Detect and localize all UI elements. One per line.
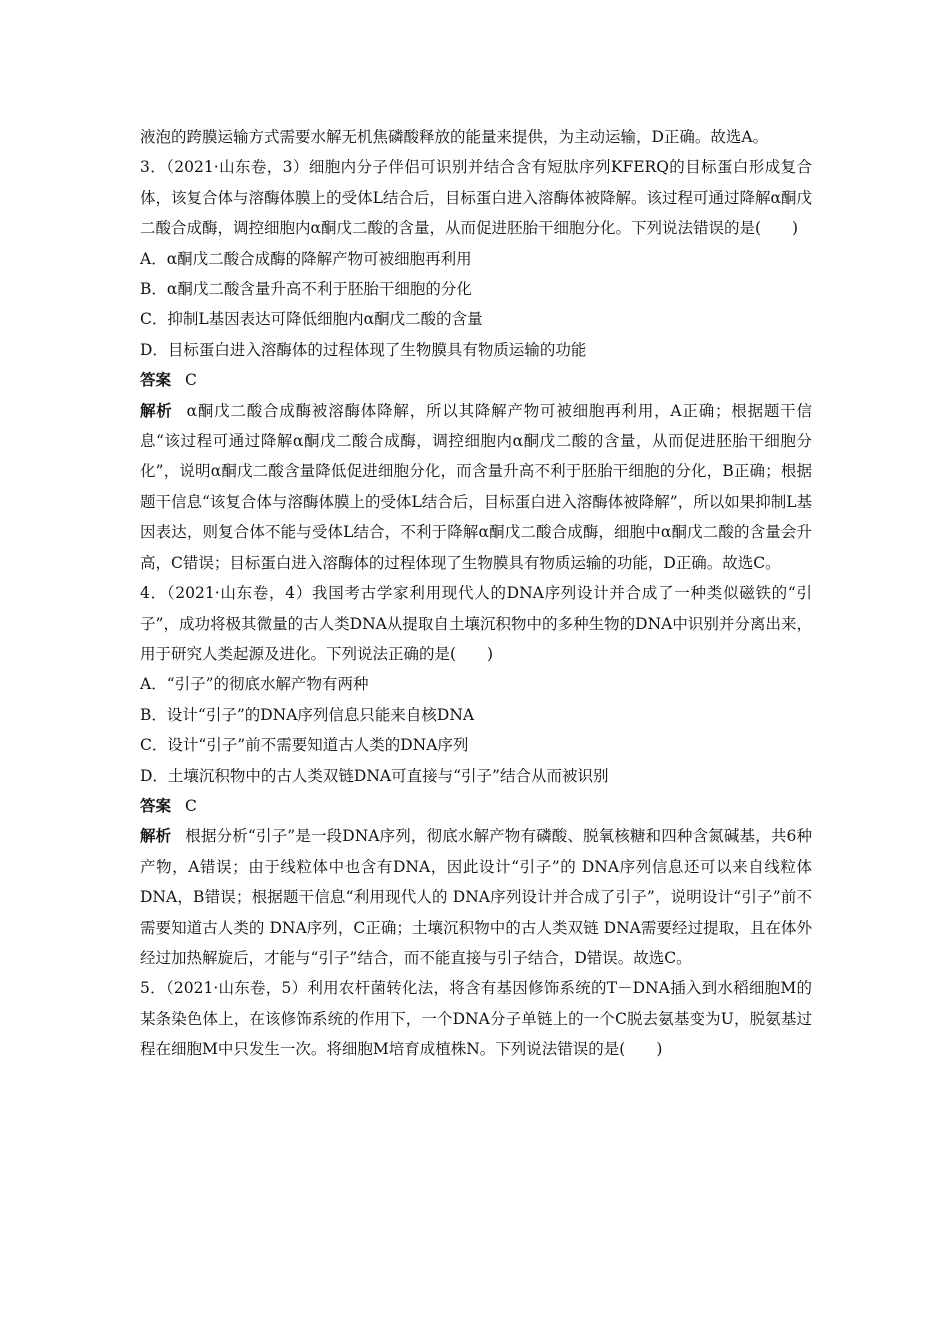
question-4-option-a: A．“引子”的彻底水解产物有两种 — [140, 675, 369, 694]
analysis-label: 解析 — [140, 826, 172, 846]
analysis-label: 解析 — [140, 400, 173, 420]
question-4-analysis — [140, 821, 812, 973]
question-4 — [140, 578, 812, 973]
question-5-stem: 5．（2021·山东卷，5）利用农杆菌转化法，将含有基因修饰系统的T－DNA插入到水稻细胞M的某条染色体上，在该修饰系统的作用下，一个DNA分子单链上的一个C脱去氨基变为U，脱氨基过程在细胞M中只发生一次。将细胞M培育成植株N。下列说法错误的是( ) — [140, 979, 812, 1059]
question-3-option-b: B．α酮戊二酸含量升高不利于胚胎干细胞的分化 — [140, 280, 472, 299]
analysis-text: 根据分析“引子”是一段DNA序列，彻底水解产物有磷酸、脱氧核糖和四种含氮碱基，共6种产物，A错误；由于线粒体中也含有DNA，因此设计“引子”的 DNA序列信息还可以来自线粒体DNA，B错误；根据题干信息“利用现代人的 DNA序列设计并合成了引子”，说明设计“引子”前不需要知道古人类的 DNA序列，C正确；土壤沉积物中的古人类双链 DNA需要经过提取，且在体外经过加热解旋后，才能与“引子”结合，而不能直接与引子结合，D错误。故选C。 — [140, 827, 812, 967]
question-4-answer — [140, 791, 812, 821]
question-5 — [140, 973, 812, 1064]
question-4-option-c: C．设计“引子”前不需要知道古人类的DNA序列 — [140, 736, 469, 755]
previous-analysis-tail: 液泡的跨膜运输方式需要水解无机焦磷酸释放的能量来提供，为主动运输，D正确。故选A。 — [140, 128, 769, 146]
question-3-answer — [140, 365, 812, 395]
question-3-stem: 3．（2021·山东卷，3）细胞内分子伴侣可识别并结合含有短肽序列KFERQ的目标蛋白形成复合体，该复合体与溶酶体膜上的受体L结合后，目标蛋白进入溶酶体被降解。该过程可通过降解α酮戊二酸合成酶，调控细胞内α酮戊二酸的含量，从而促进胚胎干细胞分化。下列说法错误的是( ) — [140, 158, 812, 238]
question-4-stem: 4．（2021·山东卷，4）我国考古学家利用现代人的DNA序列设计并合成了一种类似磁铁的“引子”，成功将极其微量的古人类DNA从提取自土壤沉积物中的多种生物的DNA中识别并分离出来，用于研究人类起源及进化。下列说法正确的是( ) — [140, 584, 812, 663]
question-3-option-a: A．α酮戊二酸合成酶的降解产物可被细胞再利用 — [140, 249, 472, 268]
page-content — [140, 122, 812, 1065]
question-4-option-b: B．设计“引子”的DNA序列信息只能来自核DNA — [140, 705, 475, 724]
question-3-option-d: D．目标蛋白进入溶酶体的过程体现了生物膜具有物质运输的功能 — [140, 340, 587, 359]
question-3-analysis — [140, 396, 812, 578]
analysis-text: α酮戊二酸合成酶被溶酶体降解，所以其降解产物可被细胞再利用，A正确；根据题干信息“该过程可通过降解α酮戊二酸合成酶，调控细胞内α酮戊二酸的含量，从而促进胚胎干细胞分化”，说明α酮戊二酸含量降低促进细胞分化，而含量升高不利于胚胎干细胞的分化，B正确；根据题干信息“该复合体与溶酶体膜上的受体L结合后，目标蛋白进入溶酶体被降解”，所以如果抑制L基因表达，则复合体不能与受体L结合，不利于降解α酮戊二酸合成酶，细胞中α酮戊二酸的含量会升高，C错误；目标蛋白进入溶酶体的过程体现了生物膜具有物质运输的功能，D正确。故选C。 — [140, 401, 812, 572]
question-4-option-d: D．土壤沉积物中的古人类双链DNA可直接与“引子”结合从而被识别 — [140, 766, 609, 785]
answer-label: 答案 — [140, 370, 172, 390]
answer-label: 答案 — [140, 795, 172, 815]
question-3-option-c: C．抑制L基因表达可降低细胞内α酮戊二酸的含量 — [140, 310, 483, 329]
question-3 — [140, 152, 812, 578]
answer-value: C — [185, 371, 197, 390]
answer-value: C — [185, 796, 197, 815]
